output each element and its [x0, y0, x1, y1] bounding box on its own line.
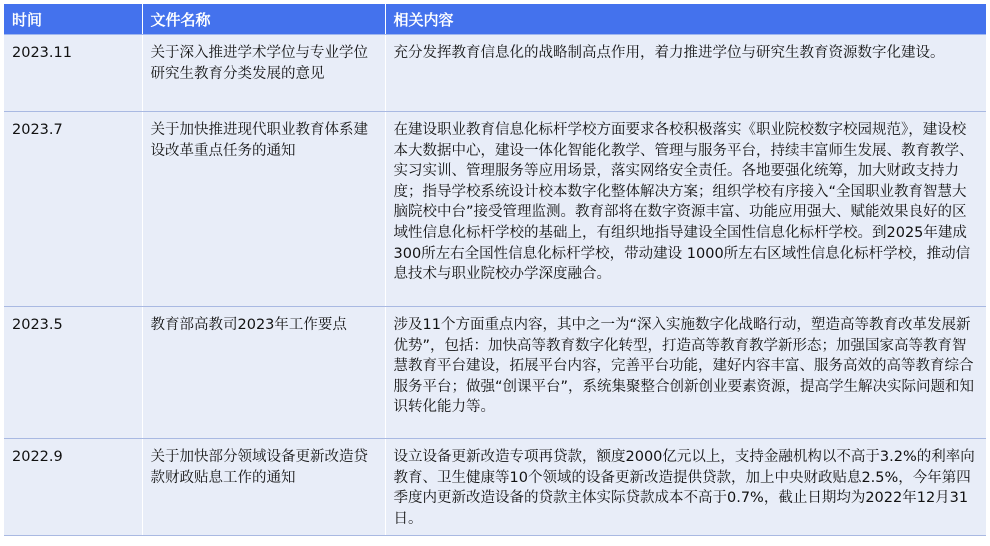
cell-doc-name: 关于加快部分领域设备更新改造贷款财政贴息工作的通知	[142, 439, 385, 536]
table-row	[4, 307, 986, 439]
cell-time: 2023.5	[4, 307, 142, 439]
cell-doc-name: 关于加快推进现代职业教育体系建设改革重点任务的通知	[142, 112, 385, 307]
table-row	[4, 112, 986, 307]
table-row	[4, 35, 986, 112]
cell-time: 2022.9	[4, 439, 142, 536]
cell-content: 充分发挥教育信息化的战略制高点作用，着力推进学位与研究生教育资源数字化建设。	[385, 35, 986, 112]
table-row	[4, 439, 986, 536]
table-header-row	[4, 4, 986, 35]
header-doc-name: 文件名称	[142, 4, 385, 35]
cell-doc-name: 教育部高教司2023年工作要点	[142, 307, 385, 439]
cell-time: 2023.11	[4, 35, 142, 112]
cell-doc-name: 关于深入推进学术学位与专业学位研究生教育分类发展的意见	[142, 35, 385, 112]
header-content: 相关内容	[385, 4, 986, 35]
cell-content: 涉及11个方面重点内容，其中之一为“深入实施数字化战略行动，塑造高等教育改革发展新优势”，包括：加快高等教育数字化转型，打造高等教育教学新形态；加强国家高等教育智慧教育平台建设，拓展平台内容，完善平台功能，建好内容丰富、服务高效的高等教育综合服务平台；做强“创课平台”，系统集聚整合创新创业要素资源，提高学生解决实际问题和知识转化能力等。	[385, 307, 986, 439]
cell-time: 2023.7	[4, 112, 142, 307]
policy-table	[4, 4, 986, 536]
cell-content: 设立设备更新改造专项再贷款，额度2000亿元以上，支持金融机构以不高于3.2%的利率向教育、卫生健康等10个领域的设备更新改造提供贷款，加上中央财政贴息2.5%，今年第四季度内更新改造设备的贷款主体实际贷款成本不高于0.7%，截止日期均为2022年12月31日。	[385, 439, 986, 536]
header-time: 时间	[4, 4, 142, 35]
cell-content: 在建设职业教育信息化标杆学校方面要求各校积极落实《职业院校数字校园规范》，建设校本大数据中心，建设一体化智能化教学、管理与服务平台，持续丰富师生发展、教育教学、实习实训、管理服务等应用场景，落实网络安全责任。各地要强化统筹，加大财政支持力度；指导学校系统设计校本数字化整体解决方案；组织学校有序接入“全国职业教育智慧大脑院校中台”接受管理监测。教育部将在数字资源丰富、功能应用强大、赋能效果良好的区域性信息化标杆学校的基础上，有组织地指导建设全国性信息化标杆学校。到2025年建成 300所左右全国性信息化标杆学校，带动建设 1000所左右区域性信息化标杆学校，推动信息技术与职业院校办学深度融合。	[385, 112, 986, 307]
